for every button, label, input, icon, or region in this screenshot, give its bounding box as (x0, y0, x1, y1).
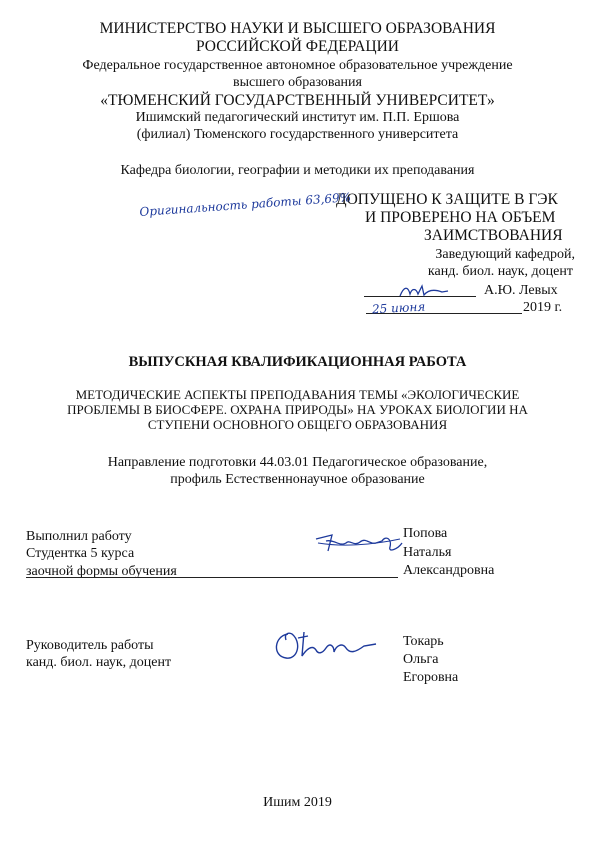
student-first-name: Наталья (403, 545, 452, 560)
work-title-line-1: МЕТОДИЧЕСКИЕ АСПЕКТЫ ПРЕПОДАВАНИЯ ТЕМЫ «ЭКОЛОГИЧЕСКИЕ (75, 387, 520, 402)
supervisor-label-1: Руководитель работы (26, 638, 154, 653)
institution-line-1: Федеральное государственное автономное образовательное учреждение (82, 58, 513, 73)
supervisor-signature (268, 624, 380, 664)
city-year: Ишим 2019 (263, 795, 332, 810)
supervisor-patronymic: Егоровна (403, 670, 459, 685)
student-signature-line (26, 577, 398, 578)
branch-line-1: Ишимский педагогический институт им. П.П. Ершова (135, 110, 460, 125)
department-name: Кафедра биологии, географии и методики их преподавания (120, 163, 475, 178)
work-title-line-3: СТУПЕНИ ОСНОВНОГО ОБЩЕГО ОБРАЗОВАНИЯ (147, 417, 448, 432)
approval-line-3: ЗАИМСТВОВАНИЯ (424, 227, 563, 244)
branch-line-2: (филиал) Тюменского государственного университета (136, 127, 459, 142)
direction-line-1: Направление подготовки 44.03.01 Педагогическое образование, (107, 455, 488, 470)
supervisor-first-name: Ольга (403, 652, 439, 667)
head-signature (398, 282, 450, 300)
approval-line-2: И ПРОВЕРЕНО НА ОБЪЕМ (365, 209, 556, 226)
supervisor-surname: Токарь (403, 634, 444, 649)
work-title-line-2: ПРОБЛЕМЫ В БИОСФЕРЕ. ОХРАНА ПРИРОДЫ» НА УРОКАХ БИОЛОГИИ НА (67, 402, 528, 417)
supervisor-label-2: канд. биол. наук, доцент (26, 655, 172, 670)
head-name: А.Ю. Левых (484, 283, 558, 298)
approval-role: Заведующий кафедрой, (435, 247, 575, 262)
approval-line-1: ДОПУЩЕНО К ЗАЩИТЕ В ГЭК (336, 191, 558, 208)
approval-year: 2019 г. (523, 300, 563, 315)
handwritten-originality-note: Оригинальность работы 63,69% (139, 190, 352, 219)
student-patronymic: Александровна (403, 563, 495, 578)
student-label-1: Выполнил работу (26, 529, 132, 544)
work-type: ВЫПУСКНАЯ КВАЛИФИКАЦИОННАЯ РАБОТА (128, 354, 467, 370)
student-label-2: Студентка 5 курса (26, 546, 135, 561)
institution-line-2: высшего образования (233, 75, 362, 90)
direction-line-2: профиль Естественнонаучное образование (170, 472, 425, 487)
student-signature (312, 527, 404, 557)
handwritten-date: 25 июня (371, 299, 426, 317)
approval-degree: канд. биол. наук, доцент (427, 264, 573, 279)
student-surname: Попова (403, 526, 448, 541)
ministry-line-2: РОССИЙСКОЙ ФЕДЕРАЦИИ (196, 38, 399, 55)
university-name: «ТЮМЕНСКИЙ ГОСУДАРСТВЕННЫЙ УНИВЕРСИТЕТ» (100, 92, 495, 109)
student-label-3: заочной формы обучения (26, 564, 177, 579)
ministry-line-1: МИНИСТЕРСТВО НАУКИ И ВЫСШЕГО ОБРАЗОВАНИЯ (99, 20, 496, 37)
